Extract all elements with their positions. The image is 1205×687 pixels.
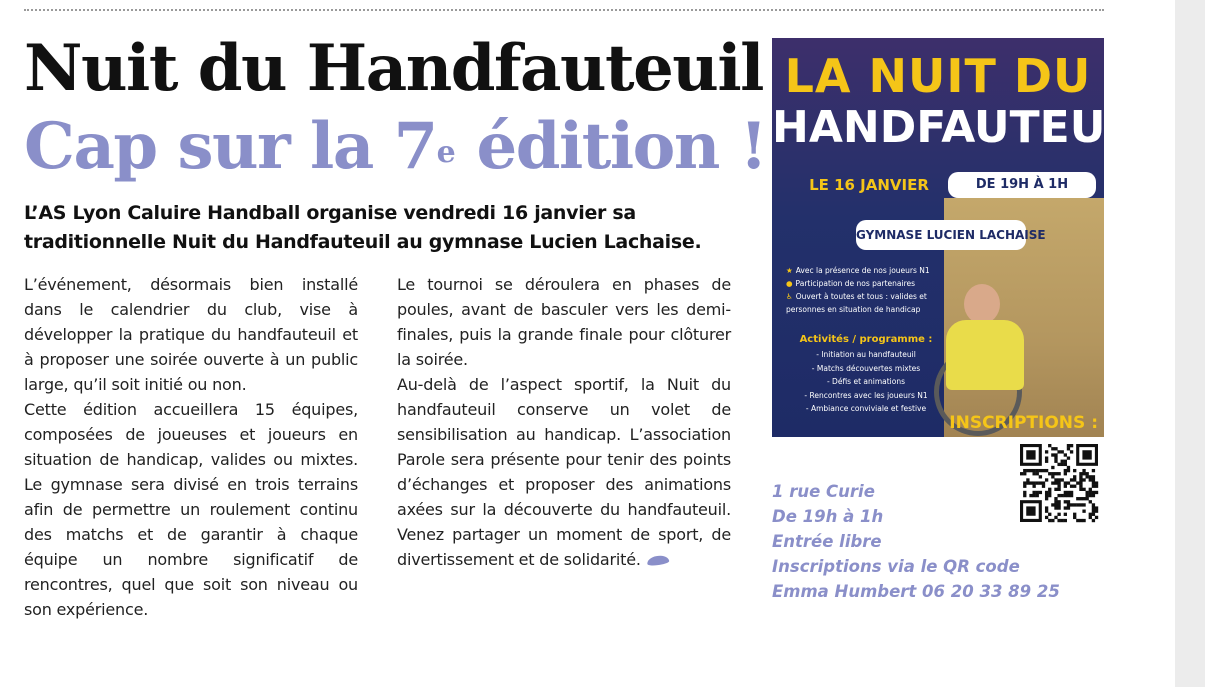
qr-module bbox=[1054, 456, 1057, 459]
qr-module bbox=[1045, 469, 1048, 472]
qr-module bbox=[1070, 444, 1073, 447]
qr-module bbox=[1032, 469, 1035, 472]
qr-module bbox=[1070, 450, 1073, 453]
qr-module bbox=[1057, 450, 1060, 453]
paragraph: Cette édition accueillera 15 équipes, composées de joueuses et joueurs en situation de handicap, valides ou mixtes. Le gymnase sera divisé en trois terrains afin de permettre un roulement continu des matchs et de garantir à chaque équipe un nombre significatif de rencontres, quel que soit son niveau ou son expérience. bbox=[24, 400, 358, 619]
qr-module bbox=[1048, 472, 1051, 475]
qr-module bbox=[1092, 469, 1095, 472]
poster-feature-item: ★ Avec la présence de nos joueurs N1 bbox=[786, 266, 930, 275]
qr-module bbox=[1026, 469, 1029, 472]
qr-module bbox=[1023, 472, 1026, 475]
qr-module bbox=[1061, 463, 1064, 466]
article-subtitle bbox=[24, 108, 767, 186]
poster-program-item: - Défis et animations bbox=[826, 377, 906, 386]
qr-module bbox=[1042, 469, 1045, 472]
event-poster bbox=[772, 38, 1150, 437]
poster-program-title: Activités / programme : bbox=[799, 334, 933, 345]
info-hours: De 19h à 1h bbox=[772, 507, 884, 526]
qr-module bbox=[1051, 466, 1054, 469]
article-title: Nuit du Handfauteuil bbox=[24, 31, 763, 106]
qr-module bbox=[1032, 472, 1035, 475]
poster-program-item: - Ambiance conviviale et festive bbox=[805, 404, 927, 413]
qr-module bbox=[1061, 460, 1064, 463]
qr-module bbox=[1057, 463, 1060, 466]
qr-module bbox=[1064, 469, 1067, 472]
qr-module bbox=[1051, 447, 1054, 450]
poster-inscriptions-label: INSCRIPTIONS : bbox=[949, 413, 1098, 433]
qr-module bbox=[1036, 469, 1039, 472]
qr-finder-pattern bbox=[1082, 450, 1091, 459]
poster-feature-item: ♿ Ouvert à toutes et tous : valides et personnes en situation de handicap bbox=[786, 292, 927, 314]
qr-module bbox=[1051, 472, 1054, 475]
qr-module bbox=[1036, 472, 1039, 475]
vertical-scrollbar[interactable] bbox=[1175, 0, 1205, 687]
paragraph bbox=[397, 372, 731, 572]
qr-module bbox=[1045, 460, 1048, 463]
info-contact: Emma Humbert 06 20 33 89 25 bbox=[772, 582, 1060, 601]
qr-module bbox=[1082, 472, 1085, 475]
qr-module bbox=[1029, 469, 1032, 472]
paragraph-text: Au-delà de l’aspect sportif, la Nuit du handfauteuil conserve un volet de sensibilisation au handicap. L’association Parole sera présente pour tenir des points d’échanges et proposer des animations axées sur la découverte du handfauteuil. Venez partager un moment de sport, de divertissement et de solidarité. bbox=[397, 375, 731, 569]
paragraph: Le tournoi se déroulera en phases de poules, avant de basculer vers les demi-finales, puis la grande finale pour clôturer la soirée. bbox=[397, 275, 731, 369]
subtitle-prefix: Cap sur la 7 bbox=[24, 109, 437, 184]
qr-module bbox=[1079, 472, 1082, 475]
qr-module bbox=[1067, 456, 1070, 459]
wheelchair-icon: ♿ bbox=[786, 292, 793, 301]
qr-module bbox=[1054, 447, 1057, 450]
poster-feature-item: ● Participation de nos partenaires bbox=[786, 279, 916, 288]
subtitle-superscript: e bbox=[436, 135, 456, 170]
qr-module bbox=[1073, 469, 1076, 472]
info-registration: Inscriptions via le QR code bbox=[772, 557, 1020, 576]
player-head bbox=[964, 284, 1000, 324]
qr-module bbox=[1039, 469, 1042, 472]
poster-program-item: - Rencontres avec les joueurs N1 bbox=[804, 390, 928, 400]
article-column-1 bbox=[24, 272, 358, 622]
qr-module bbox=[1086, 472, 1089, 475]
qr-module bbox=[1067, 469, 1070, 472]
poster-program-item: - Matchs découvertes mixtes bbox=[811, 363, 921, 373]
qr-module bbox=[1064, 460, 1067, 463]
qr-module bbox=[1045, 456, 1048, 459]
poster-features-list bbox=[786, 264, 946, 316]
qr-module bbox=[1064, 453, 1067, 456]
qr-module bbox=[1045, 450, 1048, 453]
poster-hours-badge: DE 19H À 1H bbox=[948, 172, 1096, 198]
poster-program-list bbox=[786, 348, 946, 416]
subtitle-suffix: édition ! bbox=[455, 109, 767, 184]
qr-module bbox=[1054, 453, 1057, 456]
qr-module bbox=[1067, 466, 1070, 469]
article-column-2 bbox=[397, 272, 731, 572]
qr-module bbox=[1067, 447, 1070, 450]
qr-module bbox=[1048, 444, 1051, 447]
qr-finder-pattern bbox=[1026, 450, 1035, 459]
player-illustration bbox=[946, 284, 1026, 394]
handshake-icon: ● bbox=[786, 279, 793, 288]
qr-module bbox=[1023, 469, 1026, 472]
poster-date: LE 16 JANVIER bbox=[809, 176, 929, 194]
player-shirt bbox=[946, 320, 1024, 390]
qr-module bbox=[1064, 472, 1067, 475]
poster-program-item: - Initiation au handfauteuil bbox=[816, 350, 916, 359]
qr-module bbox=[1061, 450, 1064, 453]
qr-module bbox=[1067, 444, 1070, 447]
end-of-article-icon bbox=[646, 555, 669, 567]
info-entry: Entrée libre bbox=[772, 532, 882, 551]
qr-module bbox=[1054, 472, 1057, 475]
article-lead: L’AS Lyon Caluire Handball organise vendredi 16 janvier sa traditionnelle Nuit du Handfauteuil au gymnase Lucien Lachaise. bbox=[24, 202, 702, 253]
qr-module bbox=[1064, 463, 1067, 466]
qr-module bbox=[1051, 453, 1054, 456]
qr-module bbox=[1020, 472, 1023, 475]
top-dotted-rule bbox=[24, 9, 1104, 11]
poster-title-line2: HANDFAUTEUIL bbox=[772, 102, 1150, 153]
event-info-block bbox=[772, 479, 1102, 604]
poster-title-line1: LA NUIT DU bbox=[784, 49, 1092, 103]
poster-venue-badge: GYMNASE LUCIEN LACHAISE bbox=[856, 220, 1026, 250]
qr-module bbox=[1054, 460, 1057, 463]
qr-module bbox=[1057, 472, 1060, 475]
info-address: 1 rue Curie bbox=[772, 482, 875, 501]
star-icon: ★ bbox=[786, 266, 793, 275]
qr-module bbox=[1082, 469, 1085, 472]
paragraph: L’événement, désormais bien installé dans le calendrier du club, vise à développer la pratique du handfauteuil et à proposer une soirée ouverte à un public large, qu’il soit initié ou non. bbox=[24, 275, 358, 394]
